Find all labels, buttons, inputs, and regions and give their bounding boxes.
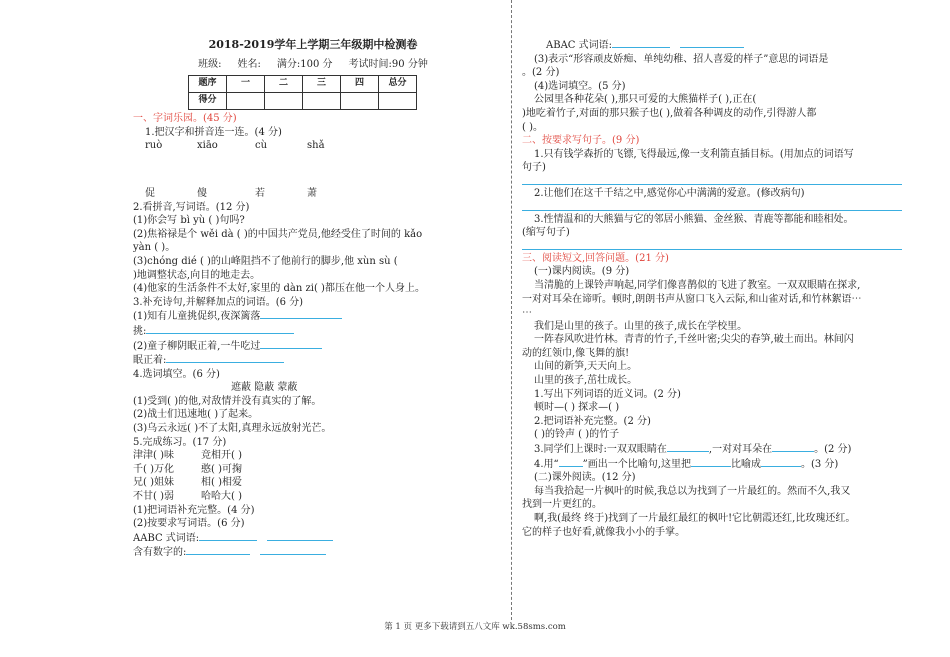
- pinyin: xiāo: [197, 140, 218, 152]
- name-label: 姓名:: [237, 58, 261, 70]
- t3-mid: ,一对对耳朵在: [708, 444, 773, 456]
- r4a: 公园里各种花朵( ),那只可爱的大熊猫样子( ),正在(: [534, 94, 757, 106]
- t1: 1.写出下列词语的近义词。(2 分): [534, 388, 681, 400]
- q5-row: [133, 476, 493, 490]
- score-table-header: 三: [303, 76, 341, 93]
- column-divider: [511, 0, 512, 620]
- q4: 4.选词填空。(6 分): [133, 368, 220, 380]
- para5: 山里的孩子,茁壮成长。: [534, 375, 638, 387]
- score-table-header: 四: [341, 76, 379, 93]
- r4b: )地吃着竹子,对面的那只猴子也( ),做着各种调皮的动作,引得游人都: [522, 107, 817, 119]
- q5: 5.完成练习。(17 分): [133, 436, 227, 448]
- score-cell[interactable]: [379, 93, 417, 110]
- para3-cont: 动的红领巾,像飞舞的旗!: [522, 347, 630, 359]
- r4c: ( )。: [522, 121, 543, 133]
- answer-line[interactable]: [166, 353, 284, 363]
- t2a: ( )的铃声 ( )的竹子: [534, 429, 620, 441]
- answer-line[interactable]: [267, 531, 333, 541]
- aabc-label: AABC 式词语:: [133, 532, 200, 544]
- answer-line[interactable]: [761, 457, 801, 467]
- q3b-label: 眠正着:: [133, 355, 167, 367]
- number-words-label: 含有数字的:: [133, 547, 187, 559]
- p2: 2.让他们在这千千结之中,感觉你心中满满的爱意。(修改病句): [534, 187, 805, 199]
- score-cell[interactable]: [265, 93, 303, 110]
- q4a: (1)受到( )的他,对敌情并没有真实的了解。: [133, 395, 322, 407]
- q2a: (1)你会写 bì yù ( )句吗?: [133, 215, 245, 227]
- t3-end: 。(2 分): [814, 444, 852, 456]
- t3: 3.同学们上课时:一双双眼睛在: [534, 444, 667, 456]
- p1-cont: 句子): [522, 162, 546, 174]
- score-cell[interactable]: [227, 93, 265, 110]
- para1-end: ⋯: [522, 307, 532, 319]
- score-cell[interactable]: [341, 93, 379, 110]
- q2b-cont: yàn ( )。: [133, 242, 176, 254]
- q5a: (1)把词语补充完整。(4 分): [133, 504, 255, 516]
- q5-row: [133, 449, 493, 463]
- q5b: (2)按要求写词语。(6 分): [133, 518, 245, 530]
- r4: (4)选词填空。(5 分): [534, 80, 626, 92]
- section-2-heading: 二、按要求写句子。(9 分): [522, 135, 640, 147]
- q2d: (4)他家的生活条件不太好,家里的 dàn zi( )都压在他一个人身上。: [133, 283, 425, 295]
- pinyin: cù: [255, 140, 268, 152]
- hanzi: 萧: [307, 187, 317, 199]
- answer-line[interactable]: [522, 240, 902, 250]
- hanzi: 促: [145, 187, 155, 199]
- q5-row: [133, 463, 493, 477]
- hanzi: 傻: [197, 187, 207, 199]
- pinyin-row: [133, 139, 493, 153]
- q2b: (2)焦裕禄是个 wěi dà ( )的中国共产党员,他经受住了时间的 kǎo: [133, 228, 423, 240]
- idiom: 不甘( )弱: [133, 491, 174, 503]
- q2: 2.看拼音,写词语。(12 分): [133, 201, 250, 213]
- idiom: 千( )万化: [133, 463, 174, 475]
- answer-line[interactable]: [680, 38, 744, 48]
- para1-cont: 一对对耳朵在谛听。顿时,朗朗书声从窗口飞入云际,和山雀对话,和竹林絮语⋯: [522, 293, 862, 305]
- p1: 1.只有钱学森折的飞镖,飞得最远,像一支利箭直插目标。(用加点的词语写: [534, 148, 854, 160]
- pinyin: shǎ: [307, 140, 325, 152]
- t4-mid2: 比喻成: [730, 458, 761, 470]
- para2: 我们是山里的孩子。山里的孩子,成长在学校里。: [534, 320, 748, 332]
- t4: 4.用“: [534, 458, 559, 470]
- reading-in-class: (一)课内阅读。(9 分): [534, 266, 630, 278]
- answer-line[interactable]: [260, 309, 342, 319]
- para6: 每当我拾起一片枫叶的时候,我总以为找到了一片最红的。然而不久,我又: [534, 485, 851, 497]
- q5-row: [133, 490, 493, 504]
- p3-cont: (缩写句子): [522, 227, 570, 239]
- t4-end: 。(3 分): [800, 458, 839, 470]
- pinyin: ruò: [145, 140, 163, 152]
- para1: 当清脆的上课铃声响起,同学们像喜鹊似的飞进了教室。一双双眼睛在探求,: [534, 279, 861, 291]
- idiom: 哈哈大( ): [201, 491, 242, 503]
- exam-time: 考试时间:90 分钟: [348, 58, 428, 70]
- answer-line[interactable]: [612, 38, 670, 48]
- score-table-header: 一: [227, 76, 265, 93]
- hanzi: 若: [255, 187, 265, 199]
- para3: 一阵春风吹进竹林。青青的竹子,千丝叶密;尖尖的春笋,破土而出。林间闪: [534, 334, 854, 346]
- idiom: 憨( )可掬: [201, 463, 242, 475]
- score-table: [188, 75, 417, 110]
- idiom: 竞相开( ): [201, 450, 242, 462]
- student-info: [133, 58, 493, 72]
- class-label: 班级:: [198, 58, 222, 70]
- score-table-header: 总分: [379, 76, 417, 93]
- page-title: 2018-2019学年上学期三年级期中检测卷: [208, 38, 418, 51]
- q3: 3.补充诗句,并解释加点的词语。(6 分): [133, 296, 304, 308]
- answer-line[interactable]: [772, 442, 814, 452]
- q2c: (3)chóng dié ( )的山峰阻挡不了他前行的脚步,他 xùn sù (: [133, 255, 398, 267]
- idiom: 相( )相爱: [201, 477, 242, 489]
- answer-line[interactable]: [522, 201, 902, 211]
- para7: 啊,我(最终 终于)找到了一片最红最红的枫叶!它比朝霞还红,比玫瑰还红。: [534, 513, 856, 524]
- idiom: 津津( )味: [133, 450, 174, 462]
- answer-line[interactable]: [667, 442, 709, 452]
- right-column: [522, 0, 902, 539]
- q2c-cont: )地调整状态,向目的地走去。: [133, 269, 261, 281]
- section-3-heading: 三、阅读短文,回答问题。(21 分): [522, 252, 669, 264]
- q4b: (2)战士们迅速地( )了起来。: [133, 409, 259, 421]
- t2: 2.把词语补充完整。(2 分): [534, 415, 651, 427]
- answer-line[interactable]: [146, 324, 294, 334]
- section-1-heading: 一、字词乐园。(45 分): [133, 113, 237, 125]
- abac-label: ABAC 式词语:: [546, 40, 612, 51]
- q4c: (3)乌云永远( )不了太阳,真理永远放射光芒。: [133, 423, 332, 435]
- para7-cont: 它的样子也好看,就像我小小的手掌。: [522, 526, 686, 538]
- page-footer: 第 1 页 更多下载请到五八文库 wk.58sms.com: [384, 622, 566, 632]
- q3a-label: 挑:: [133, 325, 147, 337]
- answer-line[interactable]: [559, 457, 583, 467]
- reading-extra: (二)课外阅读。(12 分): [534, 472, 636, 484]
- answer-line[interactable]: [199, 531, 257, 541]
- para6-cont: 找到一片更红的。: [522, 499, 602, 511]
- answer-line[interactable]: [260, 545, 326, 555]
- answer-line[interactable]: [691, 457, 731, 467]
- left-column: [133, 0, 493, 560]
- q1: 1.把汉字和拼音连一连。(4 分): [145, 126, 282, 138]
- idiom: 兄( )姐妹: [133, 477, 174, 489]
- r3-cont: 。(2 分): [522, 67, 560, 79]
- q3b: (2)童子柳阴眠正着,一牛吃过: [133, 340, 261, 352]
- answer-line[interactable]: [260, 339, 322, 349]
- answer-line[interactable]: [186, 545, 250, 555]
- score-table-header: 题序: [189, 76, 227, 93]
- score-table-header: 二: [265, 76, 303, 93]
- t4-mid: ”画出一个比喻句,这里把: [582, 458, 691, 470]
- q4-word-bank: 遮蔽 隐蔽 蒙蔽: [231, 382, 298, 394]
- hanzi-row: [133, 187, 493, 201]
- para4: 山间的新笋,天天向上。: [534, 361, 638, 373]
- answer-line[interactable]: [522, 175, 902, 185]
- q3a: (1)知有儿童挑促织,夜深篱落: [133, 311, 261, 323]
- t1a: 顿时—( ) 探求—( ): [534, 402, 620, 414]
- p3: 3.性情温和的大熊猫与它的邻居小熊猫、金丝猴、青鹿等都能和睦相处。: [534, 213, 854, 225]
- full-score: 满分:100 分: [276, 58, 333, 70]
- r3: (3)表示“形容顽皮娇痴、单纯幼稚、招人喜爱的样子”意思的词语是: [534, 53, 829, 65]
- score-row-label: 得分: [189, 93, 227, 110]
- score-cell[interactable]: [303, 93, 341, 110]
